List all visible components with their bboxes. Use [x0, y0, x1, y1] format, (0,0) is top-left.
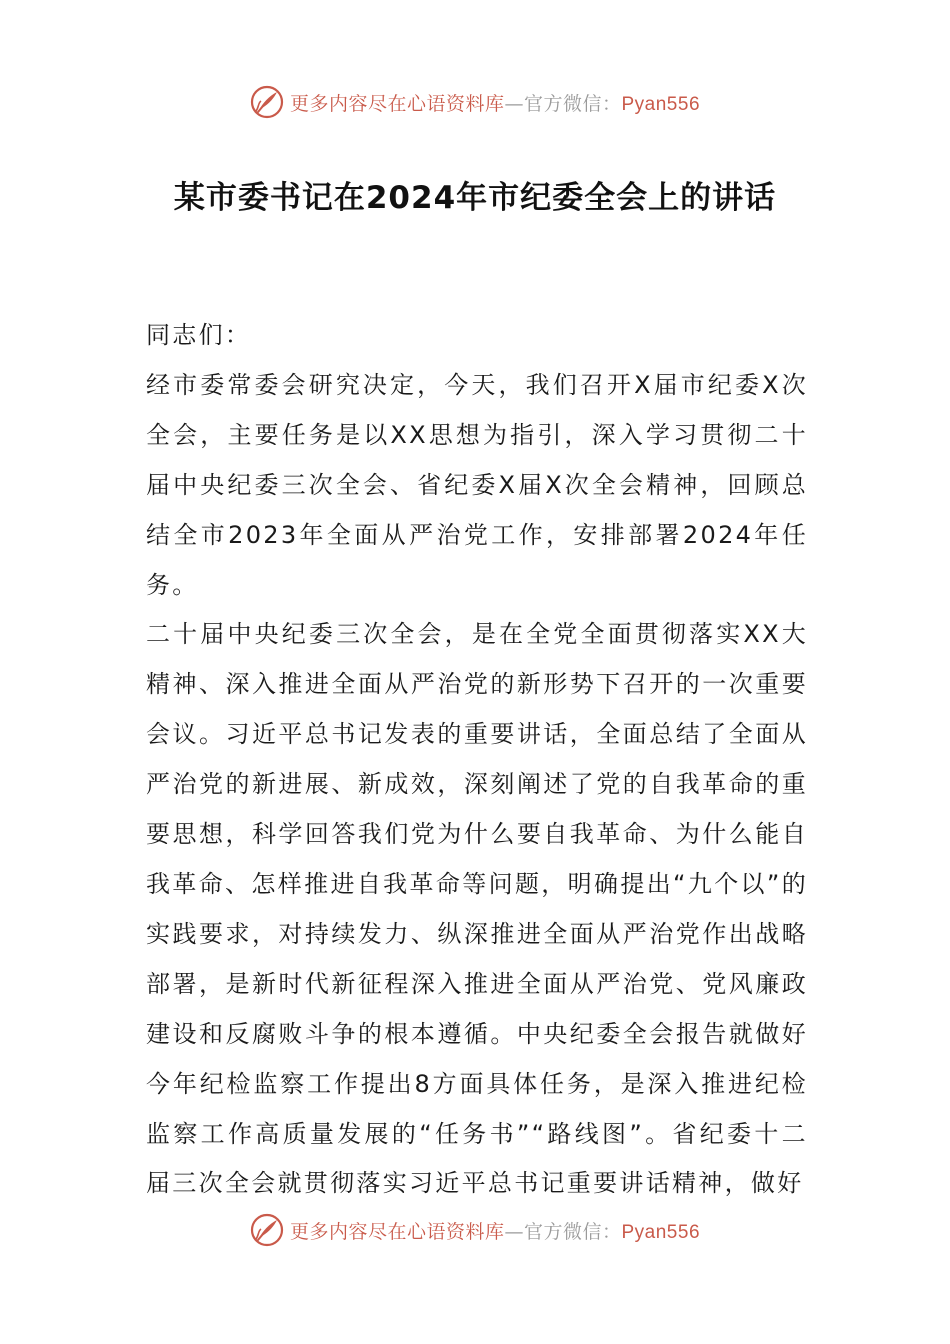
watermark-red-text: 更多内容尽在心语资料库 [289, 1220, 505, 1243]
body-paragraph-1: 经市委常委会研究决定，今天，我们召开X届市纪委X次全会，主要任务是以XX思想为指引，深入学习贯彻二十届中央纪委三次全会、省纪委X届X次全会精神，回顾总结全市2023年全面从严治党工作，安排部署2024年任务。 [146, 370, 808, 599]
watermark-text [290, 89, 700, 116]
quill-pen-seal-icon [250, 85, 284, 119]
watermark-wechat-id: Pyan556 [621, 1221, 701, 1243]
watermark-red-text: 更多内容尽在心语资料库 [289, 92, 505, 115]
header-watermark [0, 82, 950, 122]
watermark-gray-text: —官方微信： [504, 1220, 622, 1243]
footer-watermark [0, 1210, 950, 1250]
watermark-wechat-id: Pyan556 [621, 93, 701, 115]
quill-pen-seal-icon [250, 1213, 284, 1247]
body-paragraph-2: 二十届中央纪委三次全会，是在全党全面贯彻落实XX大精神、深入推进全面从严治党的新形势下召开的一次重要会议。习近平总书记发表的重要讲话，全面总结了全面从严治党的新进展、新成效，深刻阐述了党的自我革命的重要思想，科学回答我们党为什么要自我革命、为什么能自我革命、怎样推进自我革命等问题，明确提出“九个以”的实践要求，对持续发力、纵深推进全面从严治党作出战略部署，是新时代新征程深入推进全面从严治党、党风廉政建设和反腐败斗争的根本遵循。中央纪委全会报告就做好今年纪检监察工作提出8方面具体任务，是深入推进纪检监察工作高质量发展的“任务书”“路线图”。省纪委十二届三次全会就贯彻落实习近平总书记重要讲话精神，做好 [146, 620, 808, 1198]
watermark-text [290, 1217, 700, 1244]
watermark-gray-text: —官方微信： [504, 92, 622, 115]
salutation: 同志们： [146, 321, 252, 349]
document-body [146, 311, 808, 1209]
document-title: 某市委书记在2024年市纪委全会上的讲话 [173, 180, 777, 216]
